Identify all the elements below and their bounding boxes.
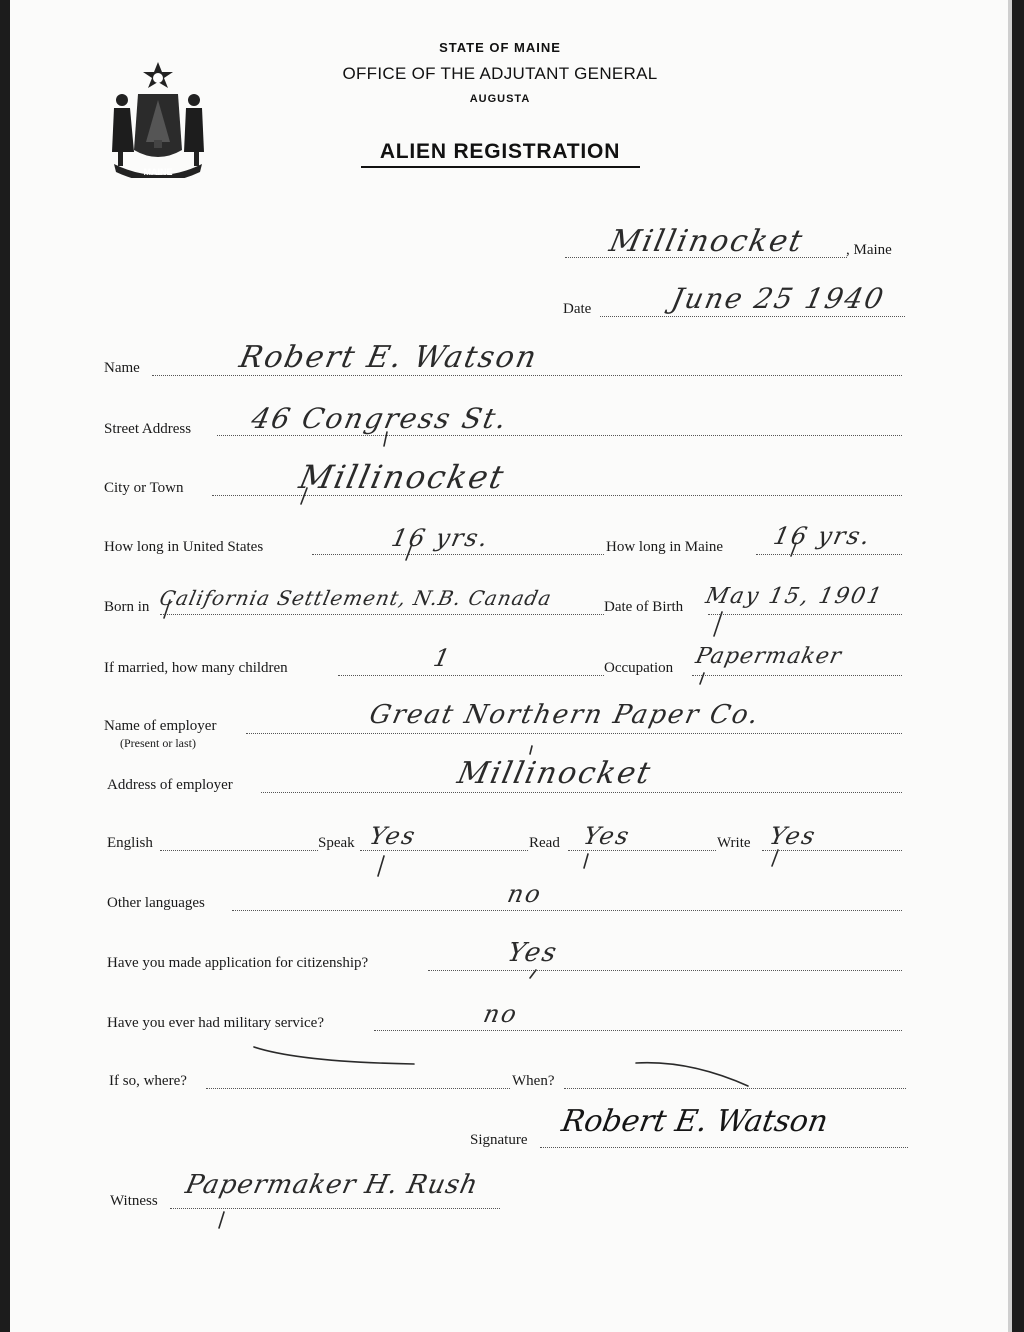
scan-edge-left <box>0 0 10 1332</box>
city-or-town-value: Millinocket <box>295 458 509 496</box>
if-so-where-field-line <box>206 1088 510 1089</box>
name-label: Name <box>104 360 140 376</box>
scan-edge-right <box>1012 0 1024 1332</box>
employer-address-value: Millinocket <box>454 756 656 791</box>
occupation-field-line <box>692 675 902 676</box>
other-languages-field-line <box>232 910 902 911</box>
date-value: June 25 1940 <box>668 282 889 315</box>
employer-value: Great Northern Paper Co. <box>366 700 763 730</box>
children-field-line <box>338 675 604 676</box>
read-field-line <box>568 850 716 851</box>
city-or-town-label: City or Town <box>104 480 184 496</box>
other-languages-label: Other languages <box>107 895 205 911</box>
if-married-label: If married, how many children <box>104 660 288 676</box>
citizenship-value: Yes <box>504 938 561 968</box>
witness-value: Papermaker H. Rush <box>182 1170 482 1200</box>
military-service-field-line <box>374 1030 902 1031</box>
write-value: Yes <box>767 822 820 850</box>
speak-label: Speak <box>318 835 355 851</box>
citizenship-field-line <box>428 970 902 971</box>
how-long-us-field-line <box>312 554 604 555</box>
date-field-line <box>600 316 905 317</box>
english-label: English <box>107 835 153 851</box>
how-long-maine-value: 16 yrs. <box>771 522 875 550</box>
name-field-line <box>152 375 902 376</box>
occupation-label: Occupation <box>604 660 674 676</box>
signature-field-line <box>540 1147 908 1148</box>
occupation-value: Papermaker <box>693 644 845 669</box>
born-in-value: California Settlement, N.B. Canada <box>157 586 555 610</box>
citizenship-application-label: Have you made application for citizenship? <box>107 955 369 971</box>
seal-scroll-text: MAINE <box>143 167 173 177</box>
date-of-birth-label: Date of Birth <box>604 599 684 615</box>
date-of-birth-value: May 15, 1901 <box>703 584 886 609</box>
when-label: When? <box>512 1073 555 1089</box>
city-heading: AUGUSTA <box>469 93 531 105</box>
maine-label: , Maine <box>846 242 892 258</box>
born-in-field-line <box>160 614 604 615</box>
children-value: 1 <box>431 644 455 672</box>
signature-label: Signature <box>470 1132 528 1148</box>
write-field-line <box>762 850 902 851</box>
when-field-line <box>564 1088 906 1089</box>
witness-field-line <box>170 1208 500 1209</box>
date-label: Date <box>563 301 592 317</box>
state-heading: STATE OF MAINE <box>439 40 561 55</box>
born-in-label: Born in <box>104 599 150 615</box>
read-value: Yes <box>581 822 634 850</box>
speak-field-line <box>360 850 528 851</box>
present-or-last-note: (Present or last) <box>120 736 196 750</box>
street-address-value: 46 Congress St. <box>248 402 512 435</box>
street-address-label: Street Address <box>104 421 192 437</box>
write-label: Write <box>717 835 751 851</box>
read-label: Read <box>529 835 560 851</box>
speak-value: Yes <box>367 822 420 850</box>
name-of-employer-label: Name of employer <box>104 718 217 734</box>
employer-address-field-line <box>261 792 902 793</box>
maine-state-seal <box>104 60 212 178</box>
title-underline <box>361 166 640 168</box>
employer-field-line <box>246 733 902 734</box>
how-long-us-value: 16 yrs. <box>389 524 493 552</box>
how-long-maine-label: How long in Maine <box>606 539 724 555</box>
how-long-maine-field-line <box>756 554 902 555</box>
name-value: Robert E. Watson <box>236 340 542 375</box>
military-service-label: Have you ever had military service? <box>107 1015 324 1031</box>
town-value: Millinocket <box>606 224 808 259</box>
signature-value: Robert E. Watson <box>558 1104 831 1139</box>
witness-label: Witness <box>110 1193 158 1209</box>
military-service-value: no <box>481 1000 521 1028</box>
english-field-line <box>160 850 318 851</box>
if-so-where-label: If so, where? <box>109 1073 187 1089</box>
form-title: ALIEN REGISTRATION <box>379 140 621 163</box>
office-heading: OFFICE OF THE ADJUTANT GENERAL <box>342 64 658 83</box>
other-languages-value: no <box>505 880 545 908</box>
date-of-birth-field-line <box>708 614 902 615</box>
address-of-employer-label: Address of employer <box>107 777 233 793</box>
how-long-us-label: How long in United States <box>104 539 264 555</box>
street-address-field-line <box>217 435 902 436</box>
